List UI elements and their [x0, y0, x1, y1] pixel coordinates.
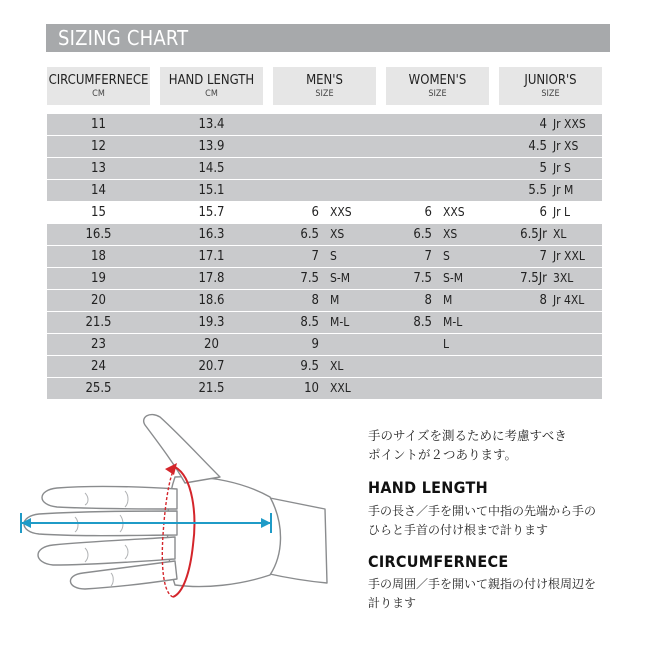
hand-length-cell: 17.1	[198, 249, 225, 264]
mens-number-cell	[273, 158, 319, 179]
circumference-cell: 14	[91, 183, 106, 198]
table-row	[47, 312, 602, 334]
header-hand-length-label: HAND LENGTH	[168, 73, 255, 88]
mens-size-cell: XS	[330, 227, 345, 241]
juniors-size-cell: Jr S	[553, 161, 571, 175]
header-circumference-label: CIRCUMFERNECE	[48, 73, 149, 88]
mens-number-cell: 6.5	[300, 227, 319, 242]
mens-size-cell: S	[330, 249, 337, 263]
juniors-number-cell: 8	[539, 293, 547, 308]
juniors-size-cell: Jr L	[553, 205, 571, 219]
circumference-cell: 13	[91, 161, 106, 176]
womens-number-cell: 8.5	[413, 315, 432, 330]
circumference-cell: 11	[91, 117, 106, 132]
womens-number-cell	[386, 158, 432, 179]
juniors-number-cell: 5	[539, 161, 547, 176]
womens-number-cell	[386, 114, 432, 135]
hand-measurement-illustration	[15, 405, 345, 620]
table-row	[47, 290, 602, 312]
mens-number-cell: 8.5	[300, 315, 319, 330]
juniors-number-cell	[499, 356, 547, 377]
hand-length-cell: 20.7	[198, 359, 225, 374]
mens-size-cell: M	[330, 293, 340, 307]
size-table	[47, 114, 602, 400]
womens-number-cell	[386, 136, 432, 157]
table-row	[47, 356, 602, 378]
circumference-cell: 25.5	[85, 381, 112, 396]
header-hand-length-unit: CM	[205, 89, 218, 99]
circumference-cell: 15	[91, 205, 106, 220]
mens-size-cell: S-M	[330, 271, 351, 285]
hand-length-cell: 15.1	[198, 183, 225, 198]
juniors-size-cell: Jr 4XL	[553, 293, 585, 307]
womens-number-cell: 7	[424, 249, 432, 264]
circumference-cell: 16.5	[85, 227, 112, 242]
juniors-size-cell: Jr XXL	[553, 249, 585, 263]
womens-number-cell: 8	[424, 293, 432, 308]
womens-size-cell: XS	[443, 227, 458, 241]
hand-length-cell: 14.5	[198, 161, 225, 176]
mens-number-cell: 7	[311, 249, 319, 264]
table-row	[47, 334, 602, 356]
header-circumference-unit: CM	[92, 89, 105, 99]
header-womens	[386, 67, 489, 105]
hand-length-heading: HAND LENGTH	[368, 478, 488, 497]
juniors-size-cell: 3XL	[553, 271, 574, 285]
circumference-cell: 23	[91, 337, 106, 352]
juniors-number-cell: 6	[539, 205, 547, 220]
table-row	[47, 180, 602, 202]
hand-length-cell: 20	[204, 337, 219, 352]
womens-size-cell	[443, 158, 503, 179]
juniors-number-cell	[499, 334, 547, 355]
mens-number-cell	[273, 180, 319, 201]
circumference-cell: 24	[91, 359, 106, 374]
hand-length-cell: 15.7	[198, 205, 225, 220]
mens-size-cell	[330, 136, 390, 157]
juniors-number-cell: 7.5Jr	[520, 271, 547, 286]
circumference-cell: 12	[91, 139, 106, 154]
header-mens	[273, 67, 376, 105]
header-juniors-unit: SIZE	[541, 89, 560, 99]
circumference-heading: CIRCUMFERNECE	[368, 552, 509, 571]
hand-length-cell: 19.3	[198, 315, 225, 330]
header-juniors-label: JUNIOR'S	[524, 73, 577, 88]
mens-number-cell: 9	[311, 337, 319, 352]
mens-number-cell: 9.5	[300, 359, 319, 374]
womens-size-cell	[443, 180, 503, 201]
mens-size-cell	[330, 114, 390, 135]
mens-size-cell: XXL	[330, 381, 351, 395]
womens-size-cell	[443, 136, 503, 157]
header-mens-unit: SIZE	[315, 89, 334, 99]
mens-size-cell: M-L	[330, 315, 350, 329]
table-row	[47, 202, 602, 224]
table-header-row	[47, 67, 602, 105]
mens-number-cell: 10	[304, 381, 319, 396]
circumference-cell: 21.5	[85, 315, 112, 330]
juniors-number-cell: 4.5	[528, 139, 547, 154]
mens-size-cell: XXS	[330, 205, 352, 219]
juniors-size-cell	[553, 312, 603, 333]
measurement-intro-text: 手のサイズを測るために考慮すべき ポイントが２つあります。	[368, 428, 567, 462]
mens-number-cell: 6	[311, 205, 319, 220]
womens-size-cell: M	[443, 293, 453, 307]
womens-number-cell	[386, 378, 432, 399]
header-hand-length	[160, 67, 263, 105]
juniors-size-cell: Jr M	[553, 183, 574, 197]
juniors-size-cell: Jr XS	[553, 139, 579, 153]
table-row	[47, 136, 602, 158]
circumference-cell: 20	[91, 293, 106, 308]
womens-size-cell	[443, 378, 503, 399]
mens-size-cell: XL	[330, 359, 344, 373]
juniors-size-cell: Jr XXS	[553, 117, 586, 131]
womens-size-cell: S	[443, 249, 450, 263]
womens-size-cell	[443, 114, 503, 135]
table-row	[47, 268, 602, 290]
table-row	[47, 246, 602, 268]
juniors-size-cell: XL	[553, 227, 567, 241]
juniors-size-cell	[553, 356, 603, 377]
hand-length-cell: 16.3	[198, 227, 225, 242]
circumference-description: 手の周囲／手を開いて親指の付け根周辺を 計ります	[368, 577, 597, 610]
hand-length-cell: 21.5	[198, 381, 225, 396]
mens-number-cell: 7.5	[300, 271, 319, 286]
juniors-number-cell	[499, 312, 547, 333]
header-womens-label: WOMEN'S	[408, 73, 467, 88]
juniors-number-cell: 5.5	[528, 183, 547, 198]
mens-number-cell	[273, 136, 319, 157]
sizing-chart-title: SIZING CHART	[46, 24, 610, 52]
hand-length-cell: 17.8	[198, 271, 225, 286]
womens-size-cell: S-M	[443, 271, 464, 285]
womens-size-cell: L	[443, 337, 450, 351]
circumference-cell: 19	[91, 271, 106, 286]
mens-number-cell	[273, 114, 319, 135]
juniors-size-cell	[553, 378, 603, 399]
table-row	[47, 158, 602, 180]
circumference-cell: 18	[91, 249, 106, 264]
header-juniors	[499, 67, 602, 105]
juniors-number-cell: 7	[539, 249, 547, 264]
juniors-size-cell	[553, 334, 603, 355]
table-row	[47, 378, 602, 400]
womens-size-cell	[443, 356, 503, 377]
mens-size-cell	[330, 180, 390, 201]
header-mens-label: MEN'S	[306, 73, 343, 88]
juniors-number-cell: 4	[539, 117, 547, 132]
womens-size-cell: XXS	[443, 205, 465, 219]
mens-size-cell	[330, 158, 390, 179]
womens-size-cell: M-L	[443, 315, 463, 329]
hand-length-cell: 18.6	[198, 293, 225, 308]
juniors-number-cell: 6.5Jr	[520, 227, 547, 242]
hand-length-cell: 13.4	[198, 117, 225, 132]
juniors-number-cell	[499, 378, 547, 399]
womens-number-cell: 6	[424, 205, 432, 220]
table-row	[47, 114, 602, 136]
womens-number-cell	[386, 356, 432, 377]
hand-length-cell: 13.9	[198, 139, 225, 154]
table-row	[47, 224, 602, 246]
womens-number-cell: 6.5	[413, 227, 432, 242]
header-circumference	[47, 67, 150, 105]
mens-number-cell: 8	[311, 293, 319, 308]
mens-size-cell	[330, 334, 390, 355]
womens-number-cell	[386, 180, 432, 201]
hand-length-description: 手の長さ／手を開いて中指の先端から手の ひらと手首の付け根まで計ります	[368, 504, 597, 537]
womens-number-cell	[386, 334, 432, 355]
womens-number-cell: 7.5	[413, 271, 432, 286]
header-womens-unit: SIZE	[428, 89, 447, 99]
